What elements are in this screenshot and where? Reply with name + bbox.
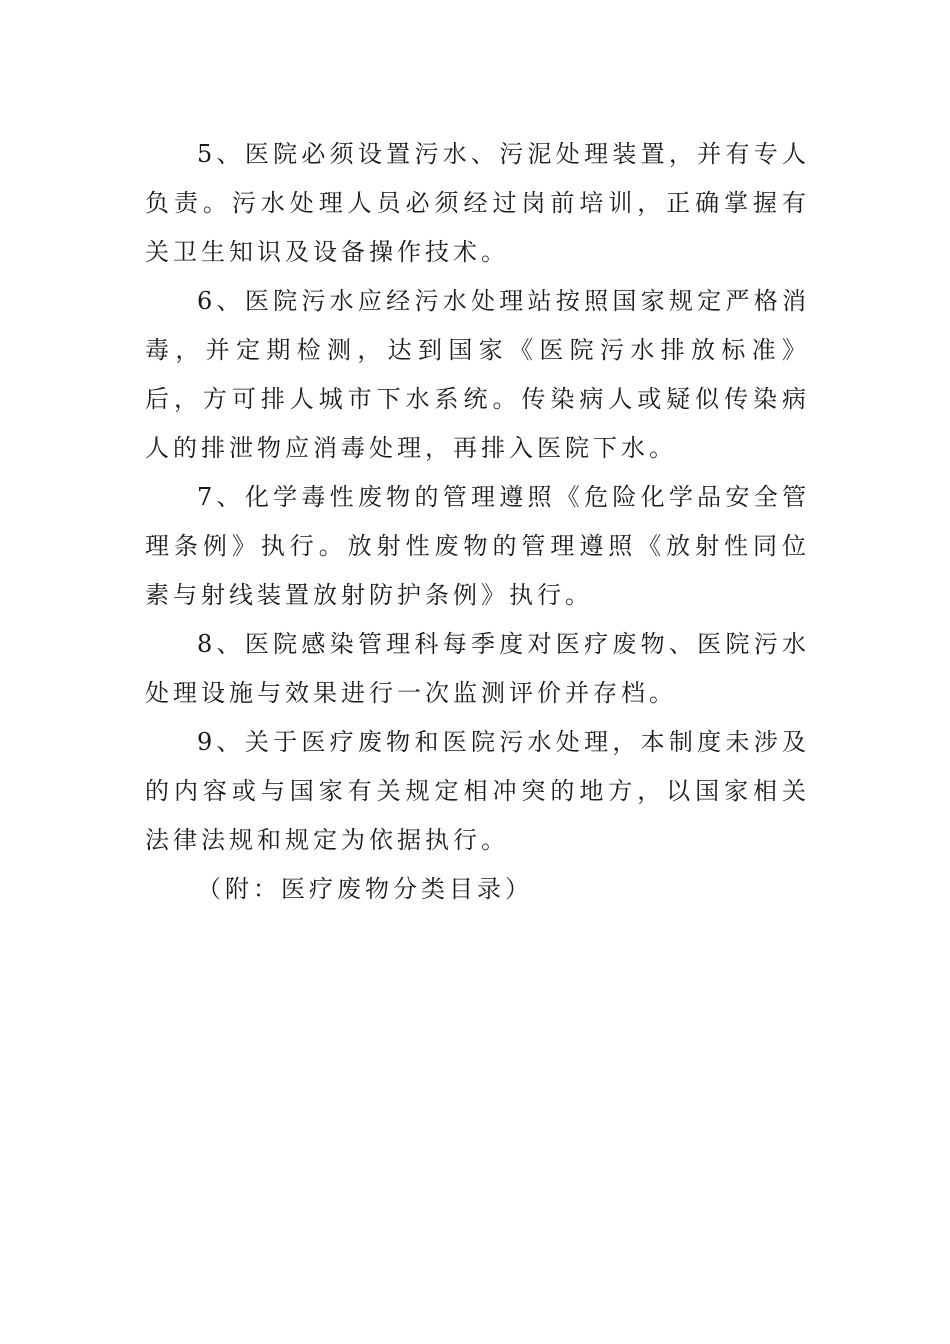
paragraph-8: 8、医院感染管理科每季度对医疗废物、医院污水处理设施与效果进行一次监测评价并存档。 [145, 630, 810, 707]
document-body [145, 130, 810, 914]
paragraph-5: 5、医院必须设置污水、污泥处理装置，并有专人负责。污水处理人员必须经过岗前培训，正确掌握有关卫生知识及设备操作技术。 [145, 140, 810, 266]
paragraph-9: 9、关于医疗废物和医院污水处理，本制度未涉及的内容或与国家有关规定相冲突的地方，以国家相关法律法规和规定为依据执行。 [145, 728, 810, 854]
paragraph-7: 7、化学毒性废物的管理遵照《危险化学品安全管理条例》执行。放射性废物的管理遵照《放射性同位素与射线装置放射防护条例》执行。 [145, 483, 810, 609]
paragraph-6: 6、医院污水应经污水处理站按照国家规定严格消毒，并定期检测，达到国家《医院污水排放标准》后，方可排人城市下水系统。传染病人或疑似传染病人的排泄物应消毒处理，再排入医院下水。 [145, 287, 810, 462]
appendix-note: （附：医疗废物分类目录） [197, 875, 533, 903]
